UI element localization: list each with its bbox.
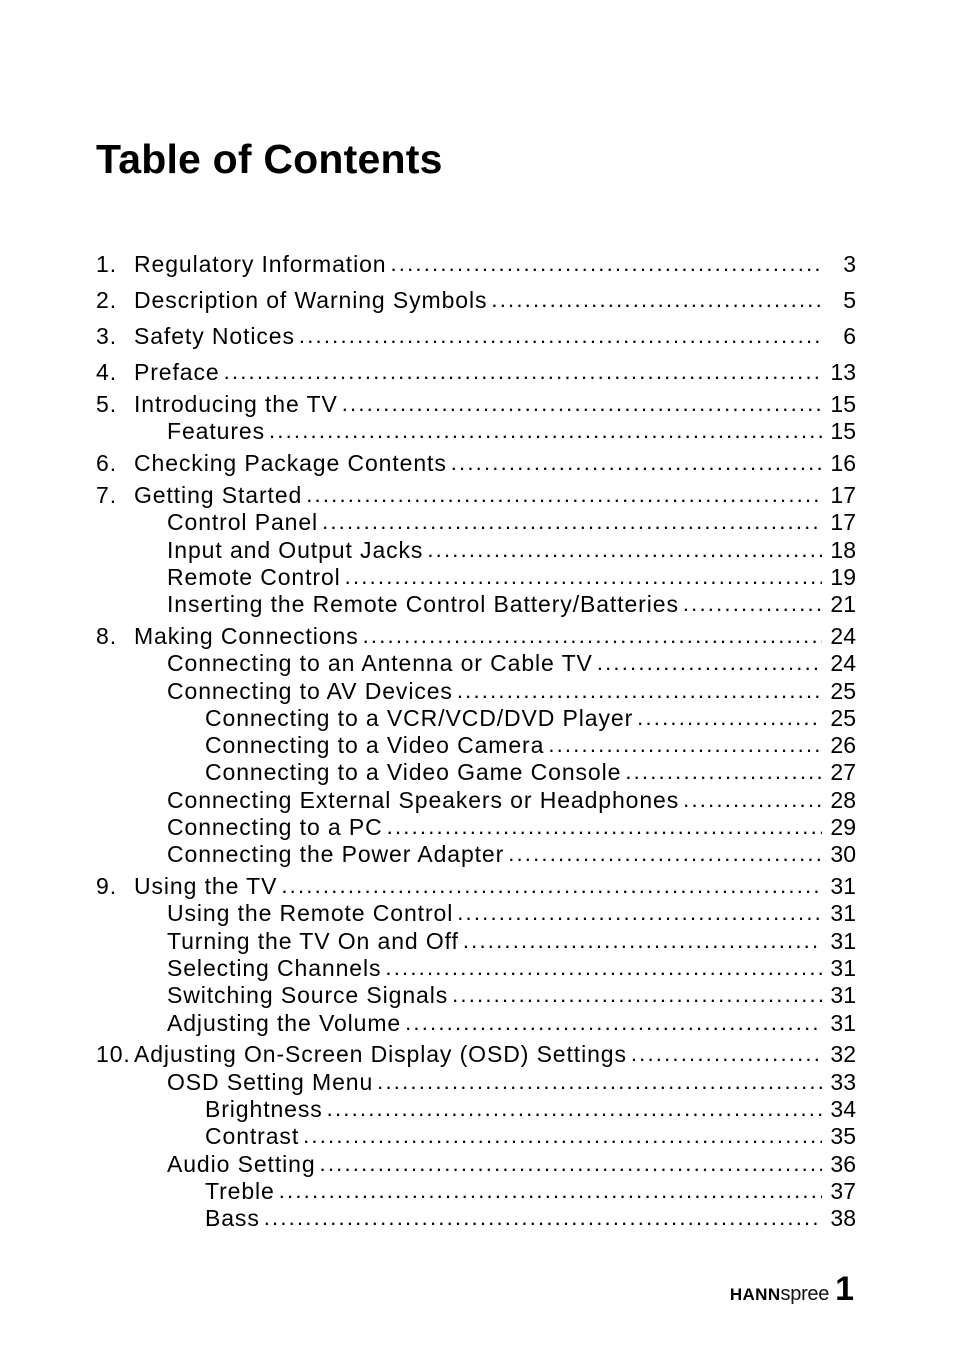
toc-entry-warning-symbols[interactable]: [96, 287, 856, 314]
toc-dot-leader: [327, 1095, 822, 1122]
toc-entry-input-output-jacks[interactable]: [96, 537, 856, 564]
toc-dot-leader: [224, 358, 822, 385]
toc-entry-video-camera[interactable]: [96, 732, 856, 759]
toc-dot-leader: [637, 704, 822, 731]
toc-dot-leader: [264, 1204, 822, 1231]
toc-entry-page: 24: [830, 650, 856, 677]
toc-entry-label: Control Panel: [167, 509, 319, 536]
toc-dot-leader: [427, 536, 822, 563]
toc-entry-label: Description of Warning Symbols: [134, 287, 488, 314]
toc-entry-number: 9.: [96, 873, 117, 900]
toc-entry-power-adapter[interactable]: [96, 841, 856, 868]
page-footer: [730, 1270, 854, 1309]
toc-entry-page: 31: [830, 873, 856, 900]
toc-entry-label: Audio Setting: [167, 1150, 316, 1177]
toc-entry-page: 38: [830, 1205, 856, 1232]
toc-entry-label: Connecting to a VCR/VCD/DVD Player: [205, 704, 634, 731]
toc-entry-pc[interactable]: [96, 814, 856, 841]
toc-entry-label: Contrast: [205, 1123, 300, 1150]
toc-entry-page: 25: [830, 677, 856, 704]
toc-entry-label: Getting Started: [134, 481, 303, 508]
brand-logo: [730, 1283, 829, 1306]
toc-entry-using-the-tv[interactable]: [96, 873, 856, 900]
toc-entry-on-off[interactable]: [96, 928, 856, 955]
toc-dot-leader: [306, 481, 822, 508]
toc-entry-label: Using the TV: [134, 873, 278, 900]
toc-entry-using-remote[interactable]: [96, 900, 856, 927]
toc-entry-page: 35: [830, 1123, 856, 1150]
toc-entry-page: 34: [830, 1096, 856, 1122]
toc-entry-inserting-batteries[interactable]: [96, 591, 856, 618]
toc-dot-leader: [463, 927, 822, 954]
toc-entry-label: Features: [167, 418, 265, 445]
toc-dot-leader: [631, 1040, 822, 1067]
toc-entry-page: 17: [830, 481, 856, 508]
toc-entry-page: 6: [843, 323, 856, 350]
toc-dot-leader: [491, 286, 822, 313]
toc-entry-label: Introducing the TV: [134, 391, 338, 418]
toc-entry-label: Safety Notices: [134, 323, 295, 350]
toc-dot-leader: [363, 622, 822, 649]
toc-dot-leader: [457, 677, 822, 704]
toc-dot-leader: [342, 390, 822, 417]
toc-entry-features[interactable]: [96, 418, 856, 445]
toc-entry-number: 10.: [96, 1041, 131, 1068]
toc-entry-page: 31: [830, 900, 856, 927]
toc-entry-number: 8.: [96, 622, 117, 649]
toc-entry-page: 31: [830, 1009, 856, 1036]
toc-entry-page: 36: [830, 1150, 856, 1177]
toc-entry-label: Bass: [205, 1205, 260, 1232]
toc-entry-label: Adjusting the Volume: [167, 1009, 402, 1036]
toc-entry-audio-setting[interactable]: [96, 1151, 856, 1178]
toc-entry-osd-settings[interactable]: [96, 1041, 856, 1068]
toc-dot-leader: [385, 954, 822, 981]
toc-entry-label: Adjusting On-Screen Display (OSD) Settings: [134, 1041, 627, 1068]
toc-dot-leader: [625, 758, 822, 785]
toc-dot-leader: [683, 590, 822, 617]
toc-entry-label: Brightness: [205, 1096, 323, 1122]
toc-dot-leader: [281, 872, 822, 899]
toc-entry-page: 3: [843, 251, 856, 277]
toc-entry-page: 15: [830, 418, 856, 445]
brand-logo-light: spree: [780, 1283, 830, 1305]
toc-entry-bass[interactable]: [96, 1205, 856, 1232]
toc-entry-contrast[interactable]: [96, 1123, 856, 1150]
toc-dot-leader: [683, 786, 822, 813]
toc-entry-safety-notices[interactable]: [96, 323, 856, 350]
toc-entry-page: 5: [843, 287, 856, 314]
toc-entry-making-connections[interactable]: [96, 623, 856, 650]
toc-entry-page: 25: [830, 704, 856, 731]
toc-dot-leader: [279, 1177, 822, 1204]
table-of-contents: [96, 251, 856, 1232]
toc-entry-antenna-cable[interactable]: [96, 650, 856, 677]
toc-entry-introducing-the-tv[interactable]: [96, 391, 856, 418]
toc-dot-leader: [390, 250, 822, 277]
toc-entry-page: 27: [830, 759, 856, 786]
toc-dot-leader: [299, 322, 822, 349]
toc-entry-treble[interactable]: [96, 1178, 856, 1205]
toc-entry-label: Using the Remote Control: [167, 900, 454, 927]
toc-entry-page: 13: [830, 359, 856, 386]
toc-entry-page: 32: [830, 1041, 856, 1068]
toc-entry-av-devices[interactable]: [96, 678, 856, 705]
toc-entry-label: Connecting to an Antenna or Cable TV: [167, 650, 593, 677]
toc-entry-label: Inserting the Remote Control Battery/Batteries: [167, 591, 679, 618]
toc-entry-page: 19: [830, 563, 856, 590]
toc-entry-label: Connecting to AV Devices: [167, 677, 453, 704]
toc-entry-vcr-vcd-dvd[interactable]: [96, 705, 856, 732]
toc-entry-selecting-channels[interactable]: [96, 955, 856, 982]
toc-entry-regulatory-information[interactable]: [96, 251, 856, 278]
toc-entry-volume[interactable]: [96, 1010, 856, 1037]
toc-entry-page: 18: [830, 536, 856, 563]
toc-dot-leader: [597, 649, 822, 676]
page-title: Table of Contents: [96, 136, 443, 182]
toc-entry-page: 26: [830, 732, 856, 759]
toc-entry-page: 15: [830, 391, 856, 418]
toc-dot-leader: [405, 1009, 822, 1036]
toc-entry-label: Regulatory Information: [134, 251, 387, 277]
toc-entry-label: Turning the TV On and Off: [167, 927, 459, 954]
toc-entry-package-contents[interactable]: [96, 450, 856, 477]
toc-entry-getting-started[interactable]: [96, 482, 856, 509]
toc-entry-remote-control[interactable]: [96, 564, 856, 591]
toc-entry-label: Checking Package Contents: [134, 450, 447, 477]
toc-dot-leader: [320, 1150, 822, 1177]
toc-entry-page: 31: [830, 955, 856, 982]
toc-dot-leader: [269, 417, 822, 444]
toc-entry-label: Remote Control: [167, 563, 341, 590]
toc-entry-page: 16: [830, 450, 856, 477]
toc-entry-label: Connecting to a Video Camera: [205, 732, 545, 759]
toc-entry-label: Input and Output Jacks: [167, 536, 424, 563]
toc-entry-video-game-console[interactable]: [96, 759, 856, 786]
toc-entry-label: Connecting the Power Adapter: [167, 841, 505, 868]
toc-entry-label: Treble: [205, 1177, 275, 1204]
toc-entry-page: 31: [830, 982, 856, 1009]
toc-dot-leader: [457, 899, 822, 926]
toc-entry-page: 37: [830, 1177, 856, 1204]
page-number: 1: [835, 1270, 854, 1308]
toc-entry-preface[interactable]: [96, 359, 856, 386]
toc-entry-label: Preface: [134, 359, 220, 386]
toc-dot-leader: [345, 563, 822, 590]
toc-entry-number: 6.: [96, 450, 117, 477]
toc-entry-label: Selecting Channels: [167, 955, 382, 982]
toc-entry-page: 31: [830, 927, 856, 954]
toc-entry-number: 4.: [96, 359, 117, 386]
toc-entry-number: 1.: [96, 251, 117, 277]
toc-entry-number: 7.: [96, 481, 117, 508]
toc-dot-leader: [452, 981, 822, 1008]
toc-entry-number: 2.: [96, 287, 117, 314]
toc-entry-number: 5.: [96, 391, 117, 418]
toc-dot-leader: [377, 1068, 822, 1095]
toc-entry-page: 29: [830, 814, 856, 841]
toc-dot-leader: [387, 813, 822, 840]
toc-entry-page: 17: [830, 509, 856, 536]
toc-entry-osd-menu[interactable]: [96, 1069, 856, 1096]
toc-entry-page: 28: [830, 786, 856, 813]
toc-entry-label: Connecting External Speakers or Headphones: [167, 786, 680, 813]
toc-entry-page: 30: [830, 841, 856, 868]
toc-dot-leader: [508, 840, 822, 867]
toc-entry-control-panel[interactable]: [96, 509, 856, 536]
toc-entry-number: 3.: [96, 323, 117, 350]
brand-logo-bold: HANN: [729, 1285, 781, 1304]
toc-entry-label: Switching Source Signals: [167, 982, 449, 1009]
toc-dot-leader: [303, 1122, 822, 1149]
toc-dot-leader: [548, 731, 822, 758]
toc-entry-brightness[interactable]: [96, 1096, 856, 1123]
toc-entry-speakers-headphones[interactable]: [96, 787, 856, 814]
toc-entry-label: Making Connections: [134, 622, 359, 649]
toc-dot-leader: [322, 508, 822, 535]
toc-entry-label: OSD Setting Menu: [167, 1068, 374, 1095]
toc-entry-page: 21: [830, 591, 856, 618]
toc-entry-source-signals[interactable]: [96, 982, 856, 1009]
toc-entry-label: Connecting to a PC: [167, 814, 383, 841]
toc-entry-page: 24: [830, 622, 856, 649]
toc-entry-label: Connecting to a Video Game Console: [205, 759, 622, 786]
toc-dot-leader: [451, 449, 822, 476]
toc-entry-page: 33: [830, 1068, 856, 1095]
